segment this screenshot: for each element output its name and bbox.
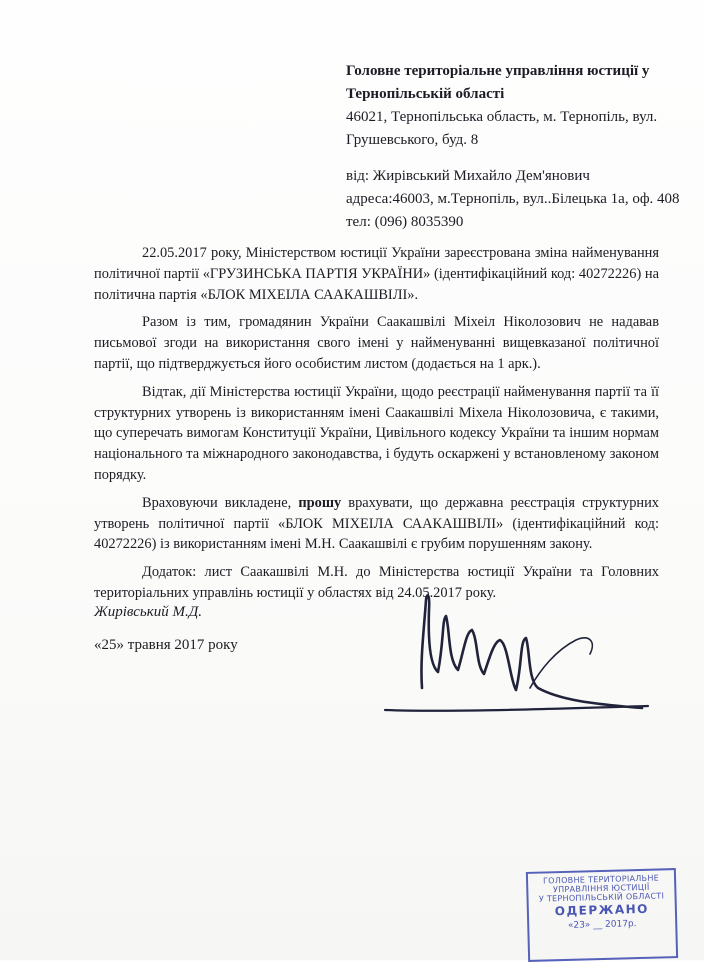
recipient-org-line2: Тернопільській області [346,86,505,102]
paragraph-legal-contradiction: Відтак, дії Міністерства юстиції України, щодо реєстрації найменування партії та її структурних утворень із використанням імені Саакашвілі Міхела Нікoлозовича, є такими, що суперечать вимогам Конституції України, Цивільного кодексу України та іншим нормам національного та міжнародного законодавства, і будуть оскаржені у встановленому законом порядку. [94,383,659,483]
stamp-line2: УПРАВЛІННЯ ЮСТИЦІЇ [552,882,650,895]
stamp-line1: ГОЛОВНЕ ТЕРИТОРІАЛЬНЕ [542,873,660,886]
received-stamp [526,868,678,962]
handwritten-signature [380,570,650,730]
stamp-received-label: ОДЕРЖАНО [554,901,650,919]
stamp-date-line: «23» __ 2017р. [567,919,637,931]
sender-from-line: від: Жирівський Михайло Дем'янович [346,168,590,184]
signer-name: Жирівський М.Д. [94,604,203,620]
sender-phone-line: тел: (096) 8035390 [346,214,464,230]
paragraph-registration: 22.05.2017 року, Міністерством юстиції України зареєстрована зміна найменування політичної партії «ГРУЗИНСЬКА ПАРТІЯ УКРАЇНИ» (ідентифікаційний код: 40272226) на політична партія «БЛОК МІХЕІЛА СААКАШВІЛІ». [94,245,659,303]
paragraph-request [94,493,659,555]
paragraph-no-consent: Разом із тим, громадянин України Саакашвілі Міхеіл Нікoлозович не надавав письмової згоди на використання свого імені у найменуванні вищевказаної політичної партії, що підтверджується його особистим листом (додається на 1 арк.). [94,314,659,372]
sender-address-line: адреса:46003, м.Тернопіль, вул..Білецька 1а, оф. 408 [346,191,680,207]
signature-date: «25» травня 2017 року [94,637,238,653]
request-bold-word: прошу [298,494,342,511]
request-rest: врахувати, що державна реєстрація структурних утворень політичної партії «БЛОК МІХЕІЛА СААКАШВІЛІ» (ідентифікаційний код: 40272226) із використанням імені М.Н. Саакашвілі є грубим порушенням закону. [94,494,660,553]
request-lead: Враховуючи викладене, [142,494,299,511]
paragraph-attachment: Додаток: лист Саакашвілі М.Н. до Міністерства юстиції України та Головних територіальних управлінь юстиції у областях від 24.05.2017 року. [94,564,659,601]
recipient-org-line1: Головне територіальне управління юстиції у [346,63,650,79]
recipient-address-line2: Грушевського, буд. 8 [346,132,479,148]
recipient-address-line1: 46021, Тернопільська область, м. Тернопіль, вул. [346,109,658,125]
letter-body [94,243,659,611]
stamp-line3: У ТЕРНОПІЛЬСЬКІЙ ОБЛАСТІ [538,891,665,904]
address-block [346,60,686,234]
